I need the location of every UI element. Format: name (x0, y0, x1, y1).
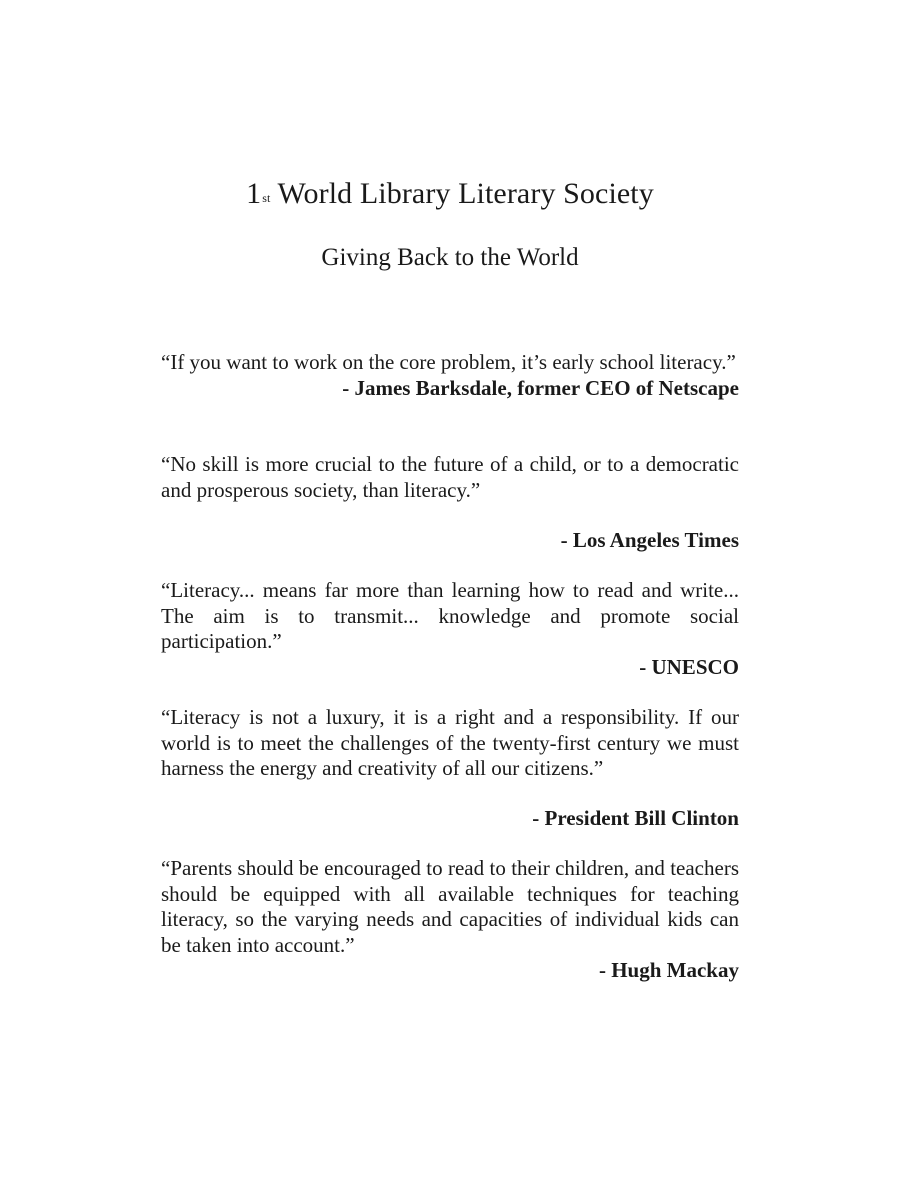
quote-attribution: - Los Angeles Times (560, 528, 739, 552)
page-subtitle: Giving Back to the World (321, 244, 579, 271)
quote-text: “Literacy is not a luxury, it is a right and a responsibility. If our world is to meet the challenges of the twenty-first century we must harness the energy and creativity of all our citizens.” (161, 705, 739, 780)
quote-block (161, 350, 739, 401)
quote-attribution: - President Bill Clinton (532, 805, 739, 830)
quote-attribution: - UNESCO (639, 654, 739, 679)
quote-text: “If you want to work on the core problem, it’s early school literacy.” (161, 350, 736, 374)
quote-block (161, 452, 739, 554)
quote-block (161, 705, 739, 831)
page-title (0, 174, 900, 214)
quote-attribution: - Hugh Mackay (598, 958, 739, 982)
title-number: 1 (246, 177, 262, 210)
quote-block (161, 856, 739, 984)
quote-text: “No skill is more crucial to the future of a child, or to a democratic and prosperous society, than literacy.” (161, 452, 739, 502)
quote-text: “Parents should be encouraged to read to their children, and teachers should be equipped with all available techniques for teaching literacy, so the varying needs and capacities of individual kids can be taken into account.” (161, 856, 739, 957)
quote-text: “Literacy... means far more than learning how to read and write... The aim is to transmit... knowledge and promote social participation.” (161, 578, 739, 653)
quote-block (161, 578, 739, 680)
title-text: World Library Literary Society (270, 177, 654, 210)
quote-attribution: - James Barksdale, former CEO of Netscape (342, 375, 739, 400)
title-superscript: st (262, 191, 271, 205)
